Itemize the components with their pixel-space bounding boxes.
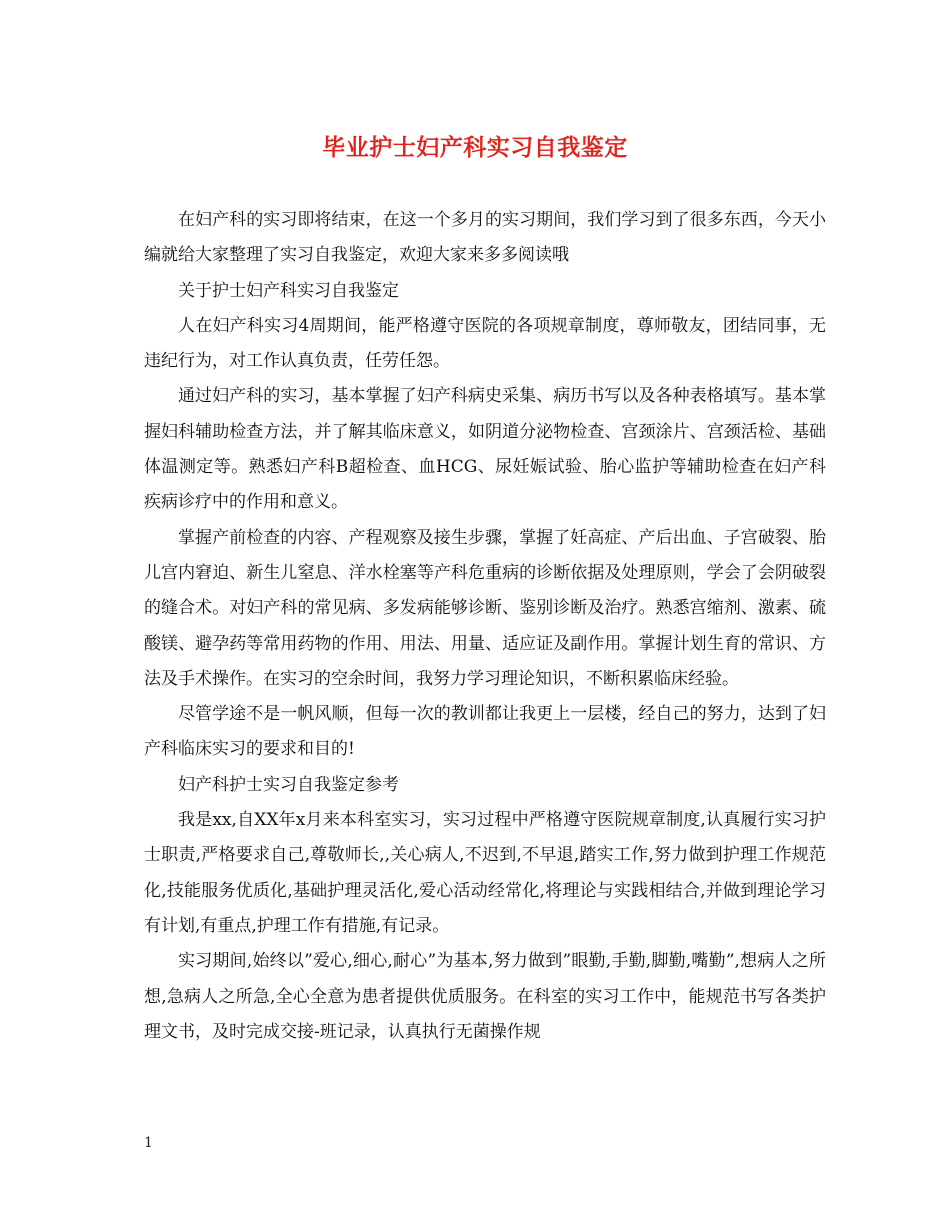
page-number: 1 xyxy=(144,1135,153,1151)
document-body xyxy=(144,203,826,1050)
paragraph-conclusion: 尽管学途不是一帆风顺，但每一次的教训都让我更上一层楼，经自己的努力，达到了妇产科临床实习的要求和目的! xyxy=(144,704,826,760)
document-title: 毕业护士妇产科实习自我鉴定 xyxy=(322,134,628,161)
paragraph-discipline: 人在妇产科实习4周期间，能严格遵守医院的各项规章制度，尊师敬友，团结同事，无违纪行为，对工作认真负责，任劳任怨。 xyxy=(144,315,826,372)
section-heading-1: 关于护士妇产科实习自我鉴定 xyxy=(178,280,399,301)
paragraph-obstetrics-skills: 掌握产前检查的内容、产程观察及接生步骤，掌握了妊高症、产后出血、子宫破裂、胎儿宫内窘迫、新生儿窒息、洋水栓塞等产科危重病的诊断依据及处理原则，学会了会阴破裂的缝合术。对妇产科的常见病、多发病能够诊断、鉴别诊断及治疗。熟悉宫缩剂、激素、硫酸镁、避孕药等常用药物的作用、用法、用量、适应证及副作用。掌握计划生育的常识、方法及手术操作。在实习的空余时间，我努力学习理论知识，不断积累临床经验。 xyxy=(144,527,826,689)
section-heading-2: 妇产科护士实习自我鉴定参考 xyxy=(178,774,399,795)
paragraph-gynecology-skills: 通过妇产科的实习，基本掌握了妇产科病史采集、病历书写以及各种表格填写。基本掌握妇科辅助检查方法，并了解其临床意义，如阴道分泌物检查、宫颈涂片、宫颈活检、基础体温测定等。熟悉妇产科B超检查、血HCG、尿妊娠试验、胎心监护等辅助检查在妇产科疾病诊疗中的作用和意义。 xyxy=(144,386,826,513)
paragraph-intro: 在妇产科的实习即将结束，在这一个多月的实习期间，我们学习到了很多东西，今天小编就给大家整理了实习自我鉴定，欢迎大家来多多阅读哦 xyxy=(144,210,826,266)
paragraph-service-attitude: 实习期间,始终以”爱心,细心,耐心”为基本,努力做到”眼勤,手勤,脚勤,嘴勤”,想病人之所想,急病人之所急,全心全意为患者提供优质服务。在科室的实习工作中，能规范书写各类护理文书，及时完成交接-班记录，认真执行无菌操作规 xyxy=(144,951,826,1042)
paragraph-self-introduction: 我是xx,自XX年x月来本科室实习，实习过程中严格遵守医院规章制度,认真履行实习护士职责,严格要求自己,尊敬师长,,关心病人,不迟到,不早退,踏实工作,努力做到护理工作规范化,技能服务优质化,基础护理灵活化,爱心活动经常化,将理论与实践相结合,并做到理论学习有计划,有重点,护理工作有措施,有记录。 xyxy=(144,810,826,936)
